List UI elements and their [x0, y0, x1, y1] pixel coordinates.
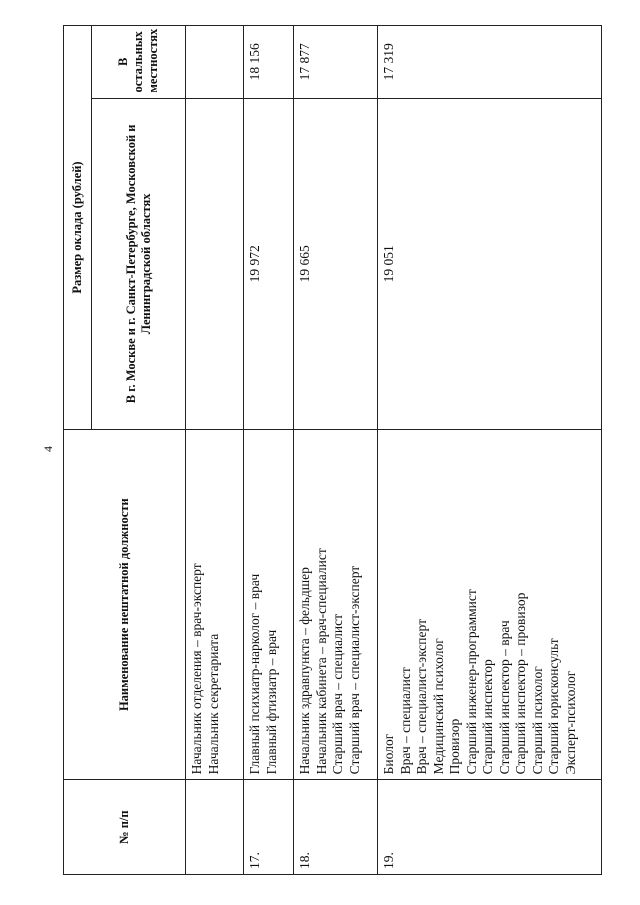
header-other: В остальных местностях: [92, 26, 186, 99]
position-name: Старший инспектор – провизор: [513, 592, 528, 775]
position-name: Биолог: [381, 733, 396, 775]
header-name: Наименование нештатной должности: [64, 430, 186, 780]
row-num: 19.: [378, 780, 602, 875]
salary-moscow: 19 051: [378, 98, 602, 429]
position-name: Врач – специалист-эксперт: [414, 619, 429, 775]
row-positions: [294, 430, 378, 780]
table-row: [378, 26, 602, 875]
header-moscow: В г. Москве и г. Санкт-Петербурге, Московской и Ленинградской областях: [92, 98, 186, 429]
row-positions: [378, 430, 602, 780]
row-positions: [186, 430, 244, 780]
header-salary-group: Размер оклада (рублей): [64, 26, 92, 430]
position-name: Медицинский психолог: [430, 638, 446, 775]
position-name: Старший инспектор: [480, 659, 495, 775]
row-num: [186, 780, 244, 875]
header-num: № п/п: [64, 780, 186, 875]
row-num: 17.: [244, 780, 294, 875]
position-name: Старший инспектор – врач: [496, 620, 512, 775]
salary-moscow: 19 665: [294, 98, 378, 429]
position-name: Старший врач – специалист: [330, 613, 345, 775]
position-name: Начальник кабинета – врач-специалист: [313, 548, 329, 775]
row-positions: [244, 430, 294, 780]
position-name: Эксперт-психолог: [562, 670, 578, 775]
position-name: Начальник здравпункта – фельдшер: [297, 567, 312, 775]
salary-moscow: 19 972: [244, 98, 294, 429]
position-name: Начальник секретариата: [205, 633, 221, 775]
position-name: Старший врач – специалист-эксперт: [346, 565, 362, 775]
page-number: 4: [41, 446, 55, 452]
salary-other: 17 319: [378, 26, 602, 99]
position-name: Старший инженер-программист: [463, 589, 479, 775]
position-name: Главный психиатр-нарколог – врач: [247, 573, 262, 775]
position-name: Старший юрисконсульт: [546, 638, 561, 775]
salary-moscow: [186, 98, 244, 429]
salary-other: 17 877: [294, 26, 378, 99]
salary-other: 18 156: [244, 26, 294, 99]
position-name: Главный фтизиатр – врач: [263, 629, 279, 775]
table-row: [244, 26, 294, 875]
position-name: Врач – специалист: [397, 667, 413, 775]
salary-other: [186, 26, 244, 99]
rotated-table-container: [63, 25, 601, 875]
salary-table: [63, 25, 602, 875]
position-name: Старший психолог: [529, 666, 545, 775]
position-name: Провизор: [447, 718, 462, 775]
table-row: [294, 26, 378, 875]
position-name: Начальник отделения – врач-эксперт: [189, 563, 204, 775]
table-row: [186, 26, 244, 875]
row-num: 18.: [294, 780, 378, 875]
